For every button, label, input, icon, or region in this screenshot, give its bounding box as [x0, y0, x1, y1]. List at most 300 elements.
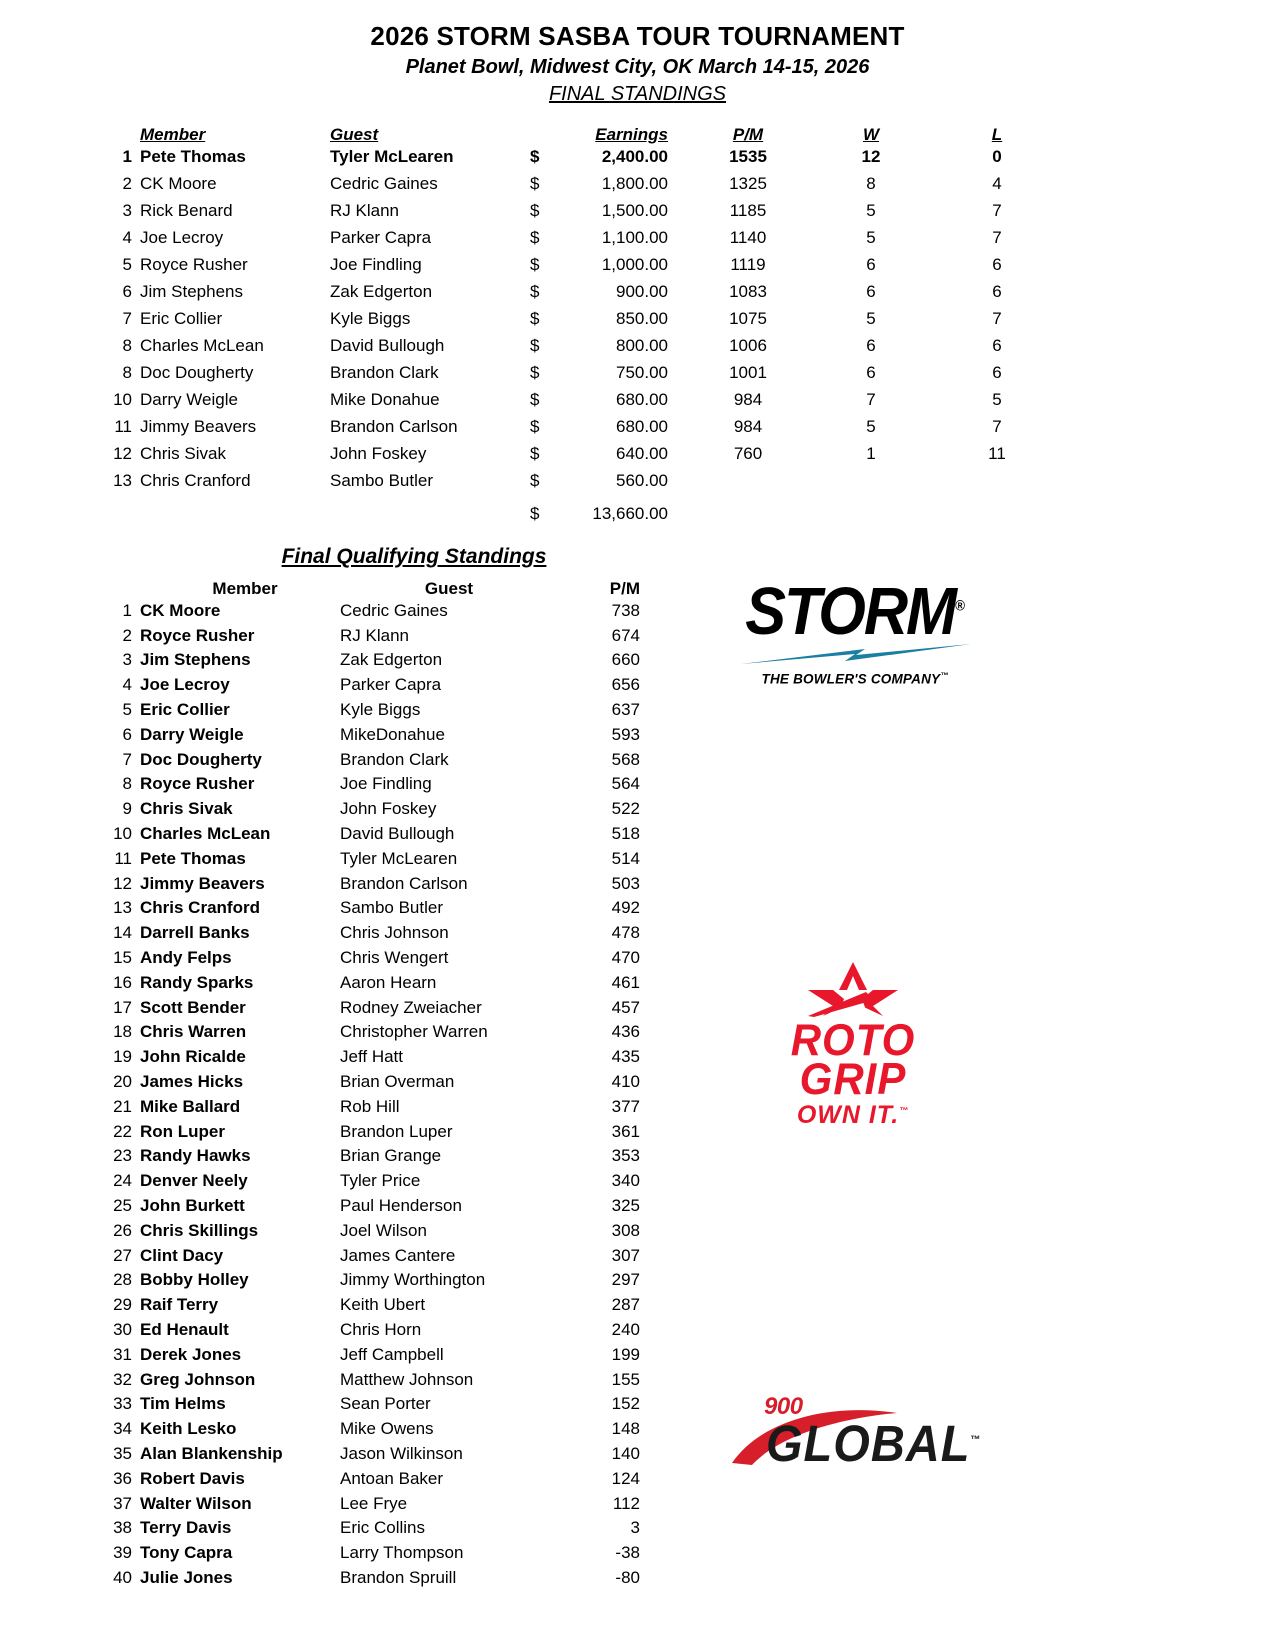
cell-wins: 5 [866, 227, 876, 247]
qual-cell-member: Doc Dougherty [140, 749, 262, 769]
cell-rank: 8 [122, 335, 132, 355]
qual-col-header-member: Member [212, 578, 278, 598]
roto-star-container [728, 960, 978, 1020]
cell-earnings: 1,500.00 [601, 200, 668, 220]
cell-pm: 984 [733, 416, 763, 436]
list-item [104, 1270, 640, 1295]
list-item [104, 973, 640, 998]
qual-cell-guest: Brandon Clark [340, 749, 449, 769]
qual-cell-member: Bobby Holley [140, 1270, 249, 1290]
qual-cell-pm: 3 [630, 1518, 640, 1538]
qual-cell-pm: 514 [611, 848, 640, 868]
qual-cell-rank: 3 [122, 650, 132, 670]
col-header-losses: L [991, 124, 1003, 144]
qual-cell-rank: 33 [113, 1394, 132, 1414]
qual-cell-member: Terry Davis [140, 1518, 232, 1538]
total-row [104, 498, 1058, 525]
page-title: 2026 STORM SASBA TOUR TOURNAMENT [370, 21, 905, 51]
list-item [104, 1295, 640, 1320]
qual-cell-guest: Christopher Warren [340, 1022, 488, 1042]
qual-cell-pm: 656 [611, 675, 640, 695]
cell-wins: 6 [866, 281, 876, 301]
cell-pm: 1535 [729, 146, 767, 166]
qual-cell-guest: Sean Porter [340, 1394, 431, 1414]
cell-currency: $ [530, 308, 540, 328]
title-block [0, 0, 1275, 107]
cell-earnings: 560.00 [616, 470, 668, 490]
qual-cell-member: Julie Jones [140, 1567, 233, 1587]
list-item [104, 799, 640, 824]
cell-member: Charles McLean [140, 335, 264, 355]
col-header-member: Member [140, 124, 206, 144]
qual-cell-pm: -38 [615, 1543, 640, 1563]
cell-losses: 5 [992, 389, 1002, 409]
roto-wordmark-line2: GRIP [799, 1053, 907, 1104]
qual-cell-rank: 19 [113, 1047, 132, 1067]
qual-cell-member: Darrell Banks [140, 923, 250, 943]
cell-member: Rick Benard [140, 200, 233, 220]
table-row [104, 255, 1058, 282]
qual-cell-guest: RJ Klann [340, 625, 409, 645]
qual-cell-member: Robert Davis [140, 1468, 245, 1488]
table-row [104, 471, 1058, 498]
cell-rank: 12 [113, 443, 132, 463]
cell-guest: Brandon Clark [330, 362, 439, 382]
qual-cell-pm: 124 [611, 1468, 640, 1488]
qual-cell-member: Keith Lesko [140, 1419, 237, 1439]
storm-trademark-icon: ™ [940, 671, 949, 680]
final-standings-section [0, 117, 1275, 525]
qual-cell-pm: 199 [611, 1344, 640, 1364]
qual-cell-guest: Chris Horn [340, 1320, 422, 1339]
qual-cell-guest: Jeff Campbell [340, 1344, 444, 1364]
cell-currency: $ [530, 335, 540, 355]
cell-pm: 760 [733, 443, 763, 463]
qual-cell-rank: 35 [113, 1443, 132, 1463]
qual-cell-rank: 18 [113, 1022, 132, 1042]
list-item [104, 1122, 640, 1147]
global900-logo [722, 1395, 1022, 1470]
qual-cell-guest: Lee Frye [340, 1493, 408, 1513]
qual-cell-rank: 37 [113, 1493, 132, 1513]
final-standings-table [104, 117, 1058, 525]
qual-cell-member: Randy Hawks [140, 1146, 251, 1166]
list-item [104, 849, 640, 874]
qual-cell-guest: Aaron Hearn [340, 972, 437, 992]
col-header-earnings: Earnings [595, 124, 668, 144]
cell-earnings: 850.00 [616, 308, 668, 328]
cell-guest: Tyler McLearen [330, 146, 454, 166]
cell-earnings: 680.00 [616, 389, 668, 409]
table-header-row [104, 117, 1058, 147]
qual-cell-pm: 435 [611, 1047, 640, 1067]
table-row [104, 282, 1058, 309]
qualifying-standings-table [104, 575, 640, 1593]
qual-cell-member: Denver Neely [140, 1171, 248, 1191]
cell-losses [936, 471, 1058, 498]
global900-trademark-icon: ™ [970, 1434, 982, 1447]
qual-cell-member: Walter Wilson [140, 1493, 252, 1513]
qual-cell-guest: Chris Johnson [340, 923, 449, 943]
qual-cell-rank: 24 [113, 1171, 132, 1191]
qual-cell-pm: 308 [611, 1220, 640, 1240]
qual-cell-rank: 27 [113, 1245, 132, 1265]
total-earnings: 13,660.00 [592, 503, 668, 523]
qual-cell-member: Royce Rusher [140, 774, 255, 794]
qual-cell-pm: 287 [611, 1295, 640, 1315]
cell-rank: 8 [122, 362, 132, 382]
qual-cell-pm: 436 [611, 1022, 640, 1042]
cell-guest: Sambo Butler [330, 470, 433, 490]
cell-rank: 7 [122, 308, 132, 328]
cell-guest: Mike Donahue [330, 389, 440, 409]
qual-cell-rank: 28 [113, 1270, 132, 1290]
cell-losses: 11 [988, 443, 1006, 463]
qual-cell-member: Joe Lecroy [140, 675, 230, 695]
qual-cell-pm: 478 [611, 923, 640, 943]
qual-cell-pm: 637 [611, 700, 640, 720]
list-item [104, 1543, 640, 1568]
qual-cell-pm: 461 [611, 972, 640, 992]
global900-wordmark [766, 1414, 982, 1472]
roto-wordmark-line1: ROTO [790, 1014, 916, 1065]
cell-member: Chris Sivak [140, 443, 226, 463]
table-row [104, 147, 1058, 174]
qual-cell-rank: 4 [122, 675, 132, 695]
qual-cell-pm: 660 [611, 650, 640, 670]
list-item [104, 1022, 640, 1047]
storm-wordmark-text: STORM [745, 573, 955, 649]
list-item [104, 1469, 640, 1494]
qual-cell-guest: Kyle Biggs [340, 700, 421, 720]
storm-wordmark [728, 573, 983, 649]
cell-rank: 13 [113, 470, 132, 490]
cell-pm: 1185 [729, 200, 767, 220]
cell-guest: Parker Capra [330, 227, 432, 247]
qual-cell-rank: 38 [113, 1518, 132, 1538]
qual-cell-rank: 7 [122, 749, 132, 769]
list-item [104, 601, 640, 626]
qual-cell-member: John Burkett [140, 1196, 245, 1216]
cell-currency: $ [530, 281, 540, 301]
qual-cell-pm: 353 [611, 1146, 640, 1166]
qual-cell-guest: Antoan Baker [340, 1468, 444, 1488]
qual-cell-pm: 568 [611, 749, 640, 769]
qualifying-standings-section [0, 575, 1275, 1593]
qual-cell-pm: 518 [611, 824, 640, 844]
qual-cell-pm: 503 [611, 873, 640, 893]
qual-cell-member: Greg Johnson [140, 1369, 256, 1389]
cell-losses: 6 [992, 254, 1002, 274]
qual-cell-pm: 340 [611, 1171, 640, 1191]
qual-cell-guest: Mike Owens [340, 1419, 434, 1439]
table-row [104, 444, 1058, 471]
qual-cell-rank: 17 [113, 997, 132, 1017]
qual-cell-pm: 593 [611, 724, 640, 744]
cell-earnings: 750.00 [616, 362, 668, 382]
list-item [104, 700, 640, 725]
cell-rank: 1 [122, 146, 132, 166]
table-row [104, 174, 1058, 201]
qual-cell-rank: 11 [114, 848, 132, 868]
qual-cell-member: Chris Cranford [140, 898, 260, 918]
list-item [104, 1568, 640, 1593]
qual-cell-rank: 14 [113, 923, 132, 943]
cell-guest: Zak Edgerton [330, 281, 433, 301]
qual-cell-guest: Brian Overman [340, 1072, 455, 1092]
list-item [104, 1444, 640, 1469]
cell-guest: Kyle Biggs [330, 308, 411, 328]
qual-cell-pm: 155 [611, 1369, 640, 1389]
cell-pm: 1075 [729, 308, 767, 328]
cell-wins: 12 [861, 146, 881, 166]
cell-losses: 7 [992, 200, 1002, 220]
qual-cell-member: Alan Blankenship [140, 1443, 283, 1463]
qual-cell-rank: 25 [113, 1196, 132, 1216]
qual-cell-rank: 12 [113, 873, 132, 893]
cell-losses: 6 [992, 281, 1002, 301]
list-item [104, 1097, 640, 1122]
qual-cell-rank: 29 [113, 1295, 132, 1315]
global900-wordmark-text: GLOBAL [766, 1414, 971, 1472]
total-spacer [330, 498, 530, 525]
qual-cell-guest: Rodney Zweiacher [340, 997, 482, 1017]
list-item [104, 1345, 640, 1370]
qual-cell-rank: 39 [113, 1543, 132, 1563]
col-header-currency [530, 117, 570, 147]
roto-star-icon [778, 960, 928, 1018]
qual-cell-pm: 470 [611, 948, 640, 968]
cell-guest: Joe Findling [330, 254, 422, 274]
qual-cell-pm: 492 [611, 898, 640, 918]
qual-cell-member: Jim Stephens [140, 650, 251, 670]
list-item [104, 725, 640, 750]
qual-cell-guest: Brian Grange [340, 1146, 442, 1166]
qual-cell-member: Eric Collier [140, 700, 230, 720]
list-item [104, 998, 640, 1023]
table-row [104, 228, 1058, 255]
cell-member: Pete Thomas [140, 146, 246, 166]
cell-rank: 6 [122, 281, 132, 301]
qual-cell-member: Clint Dacy [140, 1245, 224, 1265]
cell-guest: Cedric Gaines [330, 173, 438, 193]
qual-table-header-row [104, 575, 640, 601]
table-row [104, 201, 1058, 228]
cell-currency: $ [530, 254, 540, 274]
qual-cell-pm: 297 [611, 1270, 640, 1290]
qual-cell-guest: Joe Findling [340, 774, 432, 794]
cell-pm: 1140 [729, 227, 767, 247]
roto-own-it-text [728, 1101, 978, 1130]
cell-member: Jim Stephens [140, 281, 243, 301]
qual-cell-guest: Jimmy Worthington [340, 1270, 486, 1290]
qual-cell-pm: 457 [611, 997, 640, 1017]
qual-cell-rank: 13 [113, 898, 132, 918]
total-spacer [806, 498, 936, 525]
final-standings-body [104, 147, 1058, 525]
cell-earnings: 1,800.00 [601, 173, 668, 193]
cell-losses: 6 [992, 362, 1002, 382]
final-standings-heading: FINAL STANDINGS [548, 82, 727, 105]
cell-rank: 2 [122, 173, 132, 193]
cell-member: Royce Rusher [140, 254, 248, 274]
cell-wins: 5 [866, 308, 876, 328]
cell-rank: 3 [122, 200, 132, 220]
cell-guest: RJ Klann [330, 200, 399, 220]
cell-member: Joe Lecroy [140, 227, 224, 247]
cell-currency: $ [530, 146, 540, 166]
list-item [104, 923, 640, 948]
qual-col-header-pm: P/M [609, 578, 640, 598]
qual-cell-guest: Rob Hill [340, 1096, 400, 1116]
qual-cell-pm: 112 [612, 1493, 640, 1513]
qual-cell-member: Chris Sivak [140, 799, 233, 819]
cell-member: Darry Weigle [140, 389, 238, 409]
cell-pm: 1119 [730, 254, 766, 274]
cell-currency: $ [530, 389, 540, 409]
qual-cell-guest: Brandon Spruill [340, 1567, 457, 1587]
qual-cell-member: Darry Weigle [140, 724, 244, 744]
qual-cell-member: James Hicks [140, 1072, 244, 1092]
list-item [104, 874, 640, 899]
list-item [104, 1196, 640, 1221]
qual-cell-pm: 522 [611, 799, 640, 819]
cell-losses: 0 [992, 146, 1002, 166]
qual-cell-guest: Parker Capra [340, 675, 442, 695]
total-currency: $ [530, 503, 540, 523]
qual-cell-pm: 325 [611, 1196, 640, 1216]
storm-tagline-text: THE BOWLER'S COMPANY [761, 671, 941, 687]
list-item [104, 1494, 640, 1519]
cell-currency: $ [530, 227, 540, 247]
qual-cell-guest: Joel Wilson [340, 1220, 427, 1240]
storm-tagline [730, 671, 980, 687]
cell-guest: Brandon Carlson [330, 416, 458, 436]
cell-rank: 5 [122, 254, 132, 274]
qual-cell-guest: Jeff Hatt [340, 1047, 403, 1067]
cell-member: Doc Dougherty [140, 362, 254, 382]
qual-cell-rank: 9 [122, 799, 132, 819]
qual-cell-rank: 2 [122, 625, 132, 645]
qual-cell-rank: 36 [113, 1468, 132, 1488]
qual-cell-member: Tony Capra [140, 1543, 233, 1563]
cell-pm: 1325 [729, 173, 767, 193]
list-item [104, 626, 640, 651]
cell-currency: $ [530, 200, 540, 220]
table-row [104, 309, 1058, 336]
cell-currency: $ [530, 362, 540, 382]
cell-losses: 7 [992, 227, 1002, 247]
total-spacer [104, 498, 140, 525]
global900-number: 900 [764, 1393, 803, 1420]
cell-earnings: 640.00 [616, 443, 668, 463]
qualifying-standings-heading: Final Qualifying Standings [281, 544, 547, 568]
list-item [104, 824, 640, 849]
col-header-pm: P/M [732, 124, 764, 144]
qual-cell-pm: 140 [611, 1443, 640, 1463]
list-item [104, 650, 640, 675]
storm-logo [730, 573, 980, 698]
cell-rank: 11 [114, 416, 132, 436]
qual-cell-guest: Paul Henderson [340, 1196, 462, 1216]
cell-losses: 7 [992, 308, 1002, 328]
qual-cell-member: Andy Felps [140, 948, 232, 968]
table-row [104, 417, 1058, 444]
total-spacer [936, 498, 1058, 525]
list-item [104, 1221, 640, 1246]
cell-earnings: 900.00 [616, 281, 668, 301]
qual-cell-guest: Eric Collins [340, 1518, 426, 1538]
list-item [104, 1394, 640, 1419]
qual-col-header-guest: Guest [424, 578, 474, 598]
qual-cell-guest: Zak Edgerton [340, 650, 443, 670]
total-spacer [690, 498, 806, 525]
col-header-rank [104, 117, 140, 147]
cell-wins: 5 [866, 416, 876, 436]
qual-cell-guest: Tyler McLearen [340, 848, 458, 868]
qual-col-header-rank [104, 575, 140, 601]
qual-cell-member: Jimmy Beavers [140, 873, 265, 893]
list-item [104, 774, 640, 799]
cell-currency: $ [530, 416, 540, 436]
list-item [104, 1047, 640, 1072]
page-subtitle: Planet Bowl, Midwest City, OK March 14-15, 2026 [405, 55, 870, 78]
qual-cell-rank: 8 [122, 774, 132, 794]
qual-cell-rank: 22 [113, 1121, 132, 1141]
qual-cell-rank: 1 [122, 600, 132, 620]
qual-cell-rank: 5 [122, 700, 132, 720]
qual-cell-rank: 16 [113, 972, 132, 992]
cell-wins: 6 [866, 254, 876, 274]
cell-losses: 7 [992, 416, 1002, 436]
qual-cell-guest: MikeDonahue [340, 724, 445, 744]
qual-cell-guest: James Cantere [340, 1245, 456, 1265]
qual-cell-guest: David Bullough [340, 824, 455, 844]
qual-cell-pm: 564 [611, 774, 640, 794]
cell-wins: 8 [866, 173, 876, 193]
cell-member: Eric Collier [140, 308, 223, 328]
list-item [104, 1246, 640, 1271]
qual-cell-pm: 307 [611, 1245, 640, 1265]
cell-wins: 6 [866, 335, 876, 355]
qual-cell-member: Tim Helms [140, 1394, 226, 1414]
qual-cell-pm: 152 [611, 1394, 640, 1414]
qual-cell-guest: John Foskey [340, 799, 437, 819]
cell-currency: $ [530, 470, 540, 490]
cell-member: Jimmy Beavers [140, 416, 257, 436]
qual-cell-member: John Ricalde [140, 1047, 246, 1067]
qual-cell-pm: -80 [615, 1567, 640, 1587]
cell-earnings: 2,400.00 [601, 146, 668, 166]
cell-earnings: 1,000.00 [601, 254, 668, 274]
cell-wins: 1 [866, 443, 876, 463]
list-item [104, 1171, 640, 1196]
qual-cell-member: Royce Rusher [140, 625, 255, 645]
qual-cell-member: Derek Jones [140, 1344, 242, 1364]
cell-earnings: 800.00 [616, 335, 668, 355]
total-spacer [140, 498, 330, 525]
qual-cell-pm: 410 [611, 1072, 640, 1092]
qual-cell-guest: Brandon Luper [340, 1121, 453, 1141]
qual-cell-rank: 10 [113, 824, 132, 844]
qual-cell-rank: 30 [113, 1320, 132, 1339]
list-item [104, 1419, 640, 1444]
qual-cell-rank: 23 [113, 1146, 132, 1166]
cell-guest: John Foskey [330, 443, 427, 463]
qualifying-standings-body [104, 601, 640, 1593]
cell-guest: David Bullough [330, 335, 445, 355]
list-item [104, 898, 640, 923]
